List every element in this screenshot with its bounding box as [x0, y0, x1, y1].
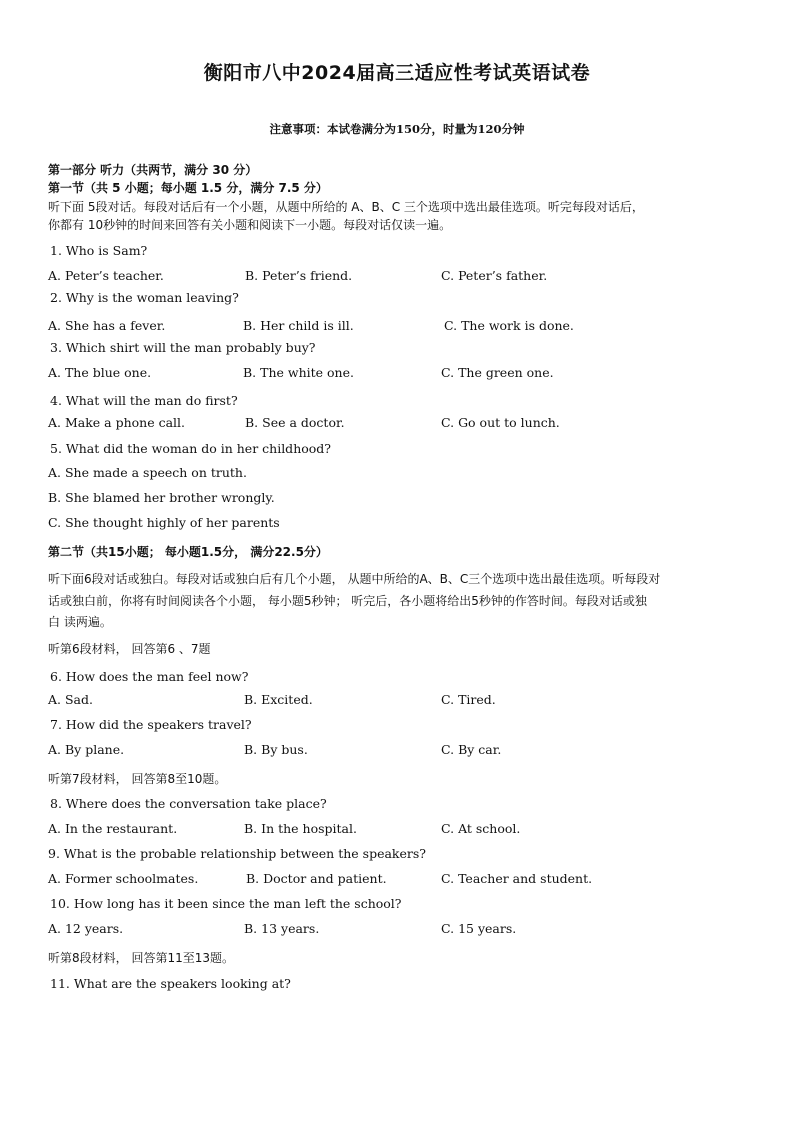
question-6: 6. How does the man feel now?: [50, 669, 249, 684]
section2-heading: 第二节（共15小题； 每小题1.5分， 满分22.5分）: [48, 545, 328, 559]
q10-option-c: C. 15 years.: [441, 921, 517, 936]
q4-option-a: A. Make a phone call.: [48, 415, 186, 430]
q1-option-a: A. Peter’s teacher.: [48, 268, 164, 283]
q5-option-c: C. She thought highly of her parents: [48, 515, 280, 530]
q1-option-b: B. Peter’s friend.: [245, 268, 353, 283]
section2-instruction-line2: 话或独白前，你将有时间阅读各个小题， 每小题5秒钟； 听完后，各小题将给出5秒钟的作答时间。每段对话或独: [48, 594, 647, 608]
q8-option-a: A. In the restaurant.: [48, 821, 178, 836]
q3-option-a: A. The blue one.: [48, 365, 152, 380]
material-7-note: 听第7段材料， 回答第8至10题。: [48, 772, 227, 786]
q4-option-b: B. See a doctor.: [245, 415, 345, 430]
section1-instruction-line1: 听下面 5段对话。每段对话后有一个小题，从题中所给的 A、B、C 三个选项中选出最佳选项。听完每段对话后，: [48, 200, 644, 214]
section2-instruction-line1: 听下面6段对话或独白。每段对话或独白后有几个小题， 从题中所给的A、B、C三个选项中选出最佳选项。听每段对: [48, 572, 661, 586]
q10-option-b: B. 13 years.: [244, 921, 320, 936]
q5-option-a: A. She made a speech on truth.: [48, 465, 247, 480]
q6-option-c: C. Tired.: [441, 692, 496, 707]
q5-option-b: B. She blamed her brother wrongly.: [48, 490, 275, 505]
q2-option-b: B. Her child is ill.: [243, 318, 354, 333]
question-1: 1. Who is Sam?: [50, 243, 148, 258]
section2-instruction-line3: 白 读两遍。: [48, 615, 112, 629]
q7-option-a: A. By plane.: [48, 742, 125, 757]
material-8-note: 听第8段材料， 回答第11至13题。: [48, 951, 234, 965]
q10-option-a: A. 12 years.: [48, 921, 124, 936]
q7-option-c: C. By car.: [441, 742, 502, 757]
q2-option-c: C. The work is done.: [444, 318, 574, 333]
material-6-note: 听第6段材料， 回答第6 、7题: [48, 642, 211, 656]
q3-option-c: C. The green one.: [441, 365, 554, 380]
question-11: 11. What are the speakers looking at?: [50, 976, 291, 991]
q7-option-b: B. By bus.: [244, 742, 308, 757]
question-9: 9. What is the probable relationship between the speakers?: [48, 846, 426, 861]
q6-option-b: B. Excited.: [244, 692, 313, 707]
q9-option-b: B. Doctor and patient.: [246, 871, 387, 886]
question-4: 4. What will the man do first?: [50, 393, 238, 408]
notice: 注意事项：本试卷满分为150分，时量为120分钟: [269, 122, 525, 136]
question-10: 10. How long has it been since the man left the school?: [50, 896, 402, 911]
q1-option-c: C. Peter’s father.: [441, 268, 548, 283]
q6-option-a: A. Sad.: [48, 692, 93, 707]
section1-instruction-line2: 你都有 10秒钟的时间来回答有关小题和阅读下一小题。每段对话仅读一遍。: [48, 218, 452, 232]
q9-option-a: A. Former schoolmates.: [48, 871, 199, 886]
part1-heading: 第一部分 听力（共两节，满分 30 分）: [48, 163, 258, 177]
question-2: 2. Why is the woman leaving?: [50, 290, 239, 305]
q4-option-c: C. Go out to lunch.: [441, 415, 560, 430]
page-title: 衡阳市八中2024届高三适应性考试英语试卷: [203, 62, 591, 84]
q8-option-c: C. At school.: [441, 821, 521, 836]
q8-option-b: B. In the hospital.: [244, 821, 357, 836]
q3-option-b: B. The white one.: [243, 365, 354, 380]
q9-option-c: C. Teacher and student.: [441, 871, 593, 886]
question-8: 8. Where does the conversation take place?: [50, 796, 327, 811]
question-3: 3. Which shirt will the man probably buy?: [50, 340, 316, 355]
q2-option-a: A. She has a fever.: [48, 318, 166, 333]
question-5: 5. What did the woman do in her childhood?: [50, 441, 331, 456]
question-7: 7. How did the speakers travel?: [50, 717, 252, 732]
section1-heading: 第一节（共 5 小题；每小题 1.5 分，满分 7.5 分）: [48, 181, 328, 195]
